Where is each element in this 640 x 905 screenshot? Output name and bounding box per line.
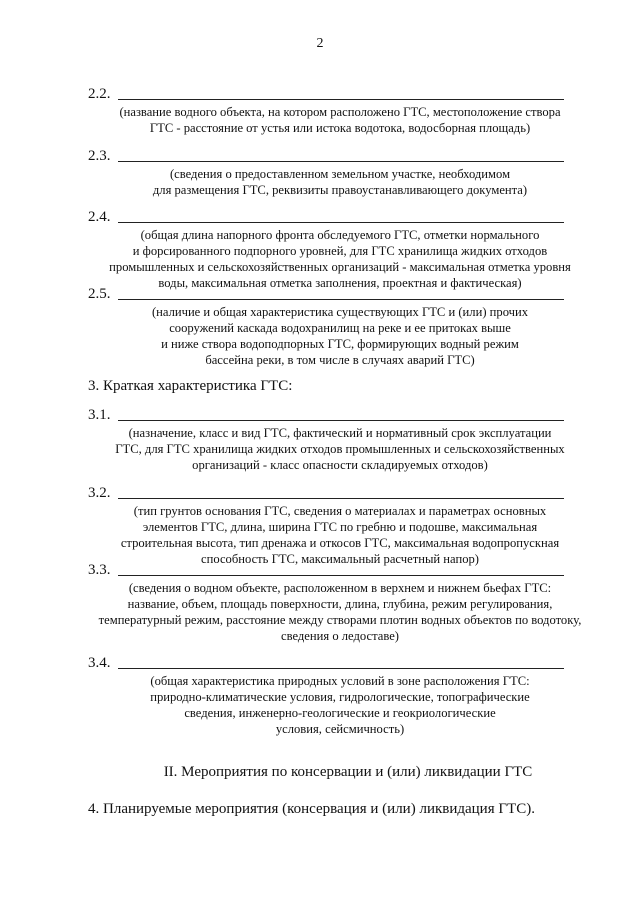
item-caption [80,425,600,473]
item-caption [80,580,600,644]
item-caption [80,166,600,198]
item-3-1 [88,406,588,473]
caption-line: ГТС, для ГТС хранилища жидких отходов промышленных и сельскохозяйственных [115,442,565,456]
part-2-heading: II. Мероприятия по консервации и (или) ликвидации ГТС [163,764,533,780]
item-2-5 [88,285,588,368]
item-number: 2.4. [88,209,111,225]
section-3-heading: 3. Краткая характеристика ГТС: [88,378,293,394]
item-caption [80,104,600,136]
fill-in-line [118,161,564,162]
item-3-3 [88,561,588,644]
caption-line: сооружений каскада водохранилищ на реке и ее притоках выше [169,321,511,335]
item-caption [80,673,600,737]
caption-line: воды, максимальная отметка заполнения, проектная и фактическая) [158,276,522,290]
fill-in-line [118,299,564,300]
caption-line: способность ГТС, максимальный расчетный напор) [201,552,479,566]
item-2-3 [88,147,588,198]
item-3-4 [88,654,588,737]
fill-in-line [118,222,564,223]
caption-line: (общая характеристика природных условий в зоне расположения ГТС: [150,674,530,688]
caption-line: промышленных и сельскохозяйственных организаций - максимальная отметка уровня [109,260,571,274]
item-number: 3.4. [88,655,111,671]
caption-line: строительная высота, тип дренажа и откосов ГТС, максимальная водопропускная [120,536,560,550]
caption-line: (тип грунтов основания ГТС, сведения о материалах и параметрах основных [133,504,547,518]
caption-line: природно-климатические условия, гидрологические, топографические [150,690,530,704]
item-caption [80,227,600,291]
fill-in-line [118,668,564,669]
caption-line: (наличие и общая характеристика существующих ГТС и (или) прочих [151,305,529,319]
caption-line: (сведения о предоставленном земельном участке, необходимом [169,167,511,181]
caption-line: для размещения ГТС, реквизиты правоустанавливающего документа) [152,183,528,197]
caption-line: и форсированного подпорного уровней, для ГТС хранилища жидких отходов [132,244,548,258]
caption-line: и ниже створа водоподпорных ГТС, формирующих водный режим [161,337,519,351]
caption-line: название, объем, площадь поверхности, длина, глубина, режим регулирования, [127,597,553,611]
item-number: 2.2. [88,86,111,102]
caption-line: (назначение, класс и вид ГТС, фактический и нормативный срок эксплуатации [128,426,552,440]
item-caption [80,304,600,368]
caption-line: ГТС - расстояние от устья или истока водотока, водосборная площадь) [149,121,531,135]
fill-in-line [118,498,564,499]
item-3-2 [88,484,588,567]
item-number: 2.3. [88,148,111,164]
caption-line: (общая длина напорного фронта обследуемого ГТС, отметки нормального [140,228,540,242]
item-2-4 [88,208,588,291]
fill-in-line [118,99,564,100]
caption-line: сведения, инженерно-геологические и геокриологические [184,706,496,720]
caption-line: условия, сейсмичность) [275,722,405,736]
caption-line: бассейна реки, в том числе в случаях аварий ГТС) [205,353,475,367]
caption-line: элементов ГТС, длина, ширина ГТС по гребню и подошве, максимальная [142,520,538,534]
caption-line: сведения о ледоставе) [281,629,399,643]
item-caption [80,503,600,567]
caption-line: (сведения о водном объекте, расположенном в верхнем и нижнем бьефах ГТС: [128,581,552,595]
fill-in-line [118,420,564,421]
item-number: 3.1. [88,407,111,423]
item-number: 3.3. [88,562,111,578]
fill-in-line [118,575,564,576]
caption-line: температурный режим, расстояние между створами плотин водных объектов по водотоку, [98,613,582,627]
item-number: 3.2. [88,485,111,501]
caption-line: организаций - класс опасности складируемых отходов) [192,458,488,472]
caption-line: (название водного объекта, на котором расположено ГТС, местоположение створа [119,105,561,119]
item-number: 2.5. [88,286,111,302]
section-4-heading: 4. Планируемые мероприятия (консервация и (или) ликвидация ГТС). [88,801,535,817]
page-number: 2 [316,36,324,51]
item-2-2 [88,85,588,136]
